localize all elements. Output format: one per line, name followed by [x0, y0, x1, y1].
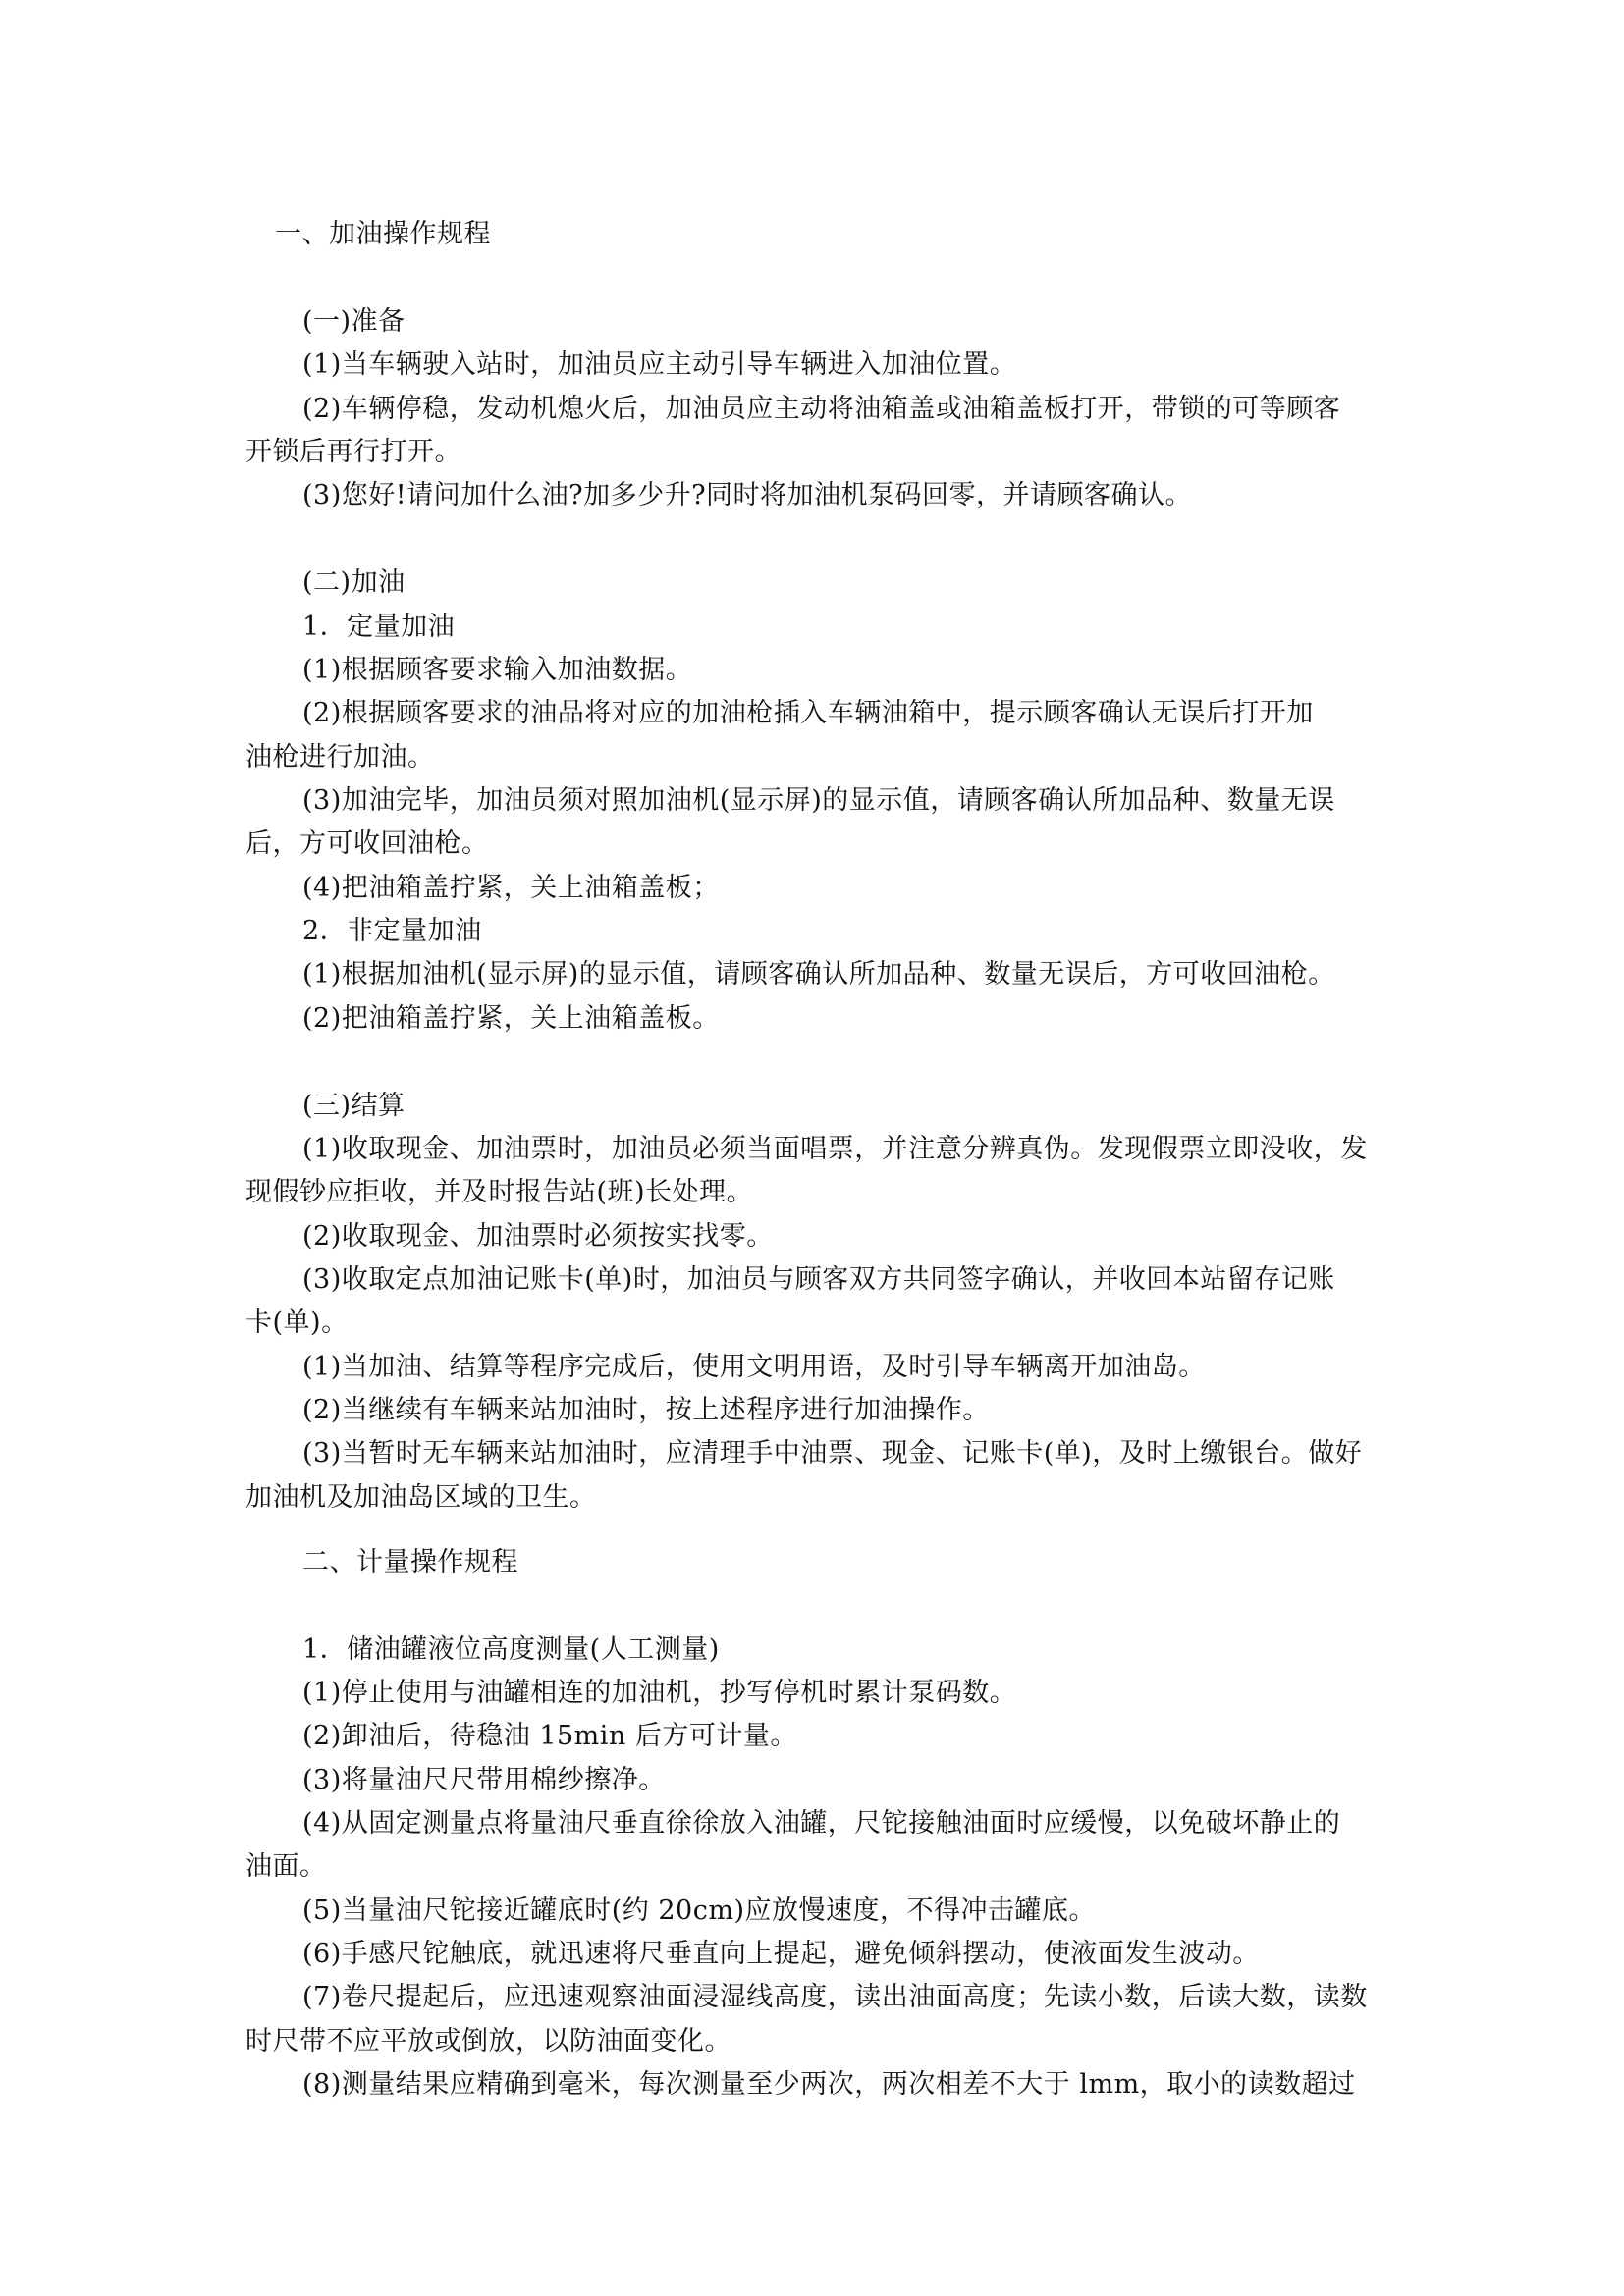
- settlement-paragraph-6-cont: 加油机及加油岛区域的卫生。: [245, 1482, 597, 1513]
- settlement-paragraph-1: (1)收取现金、加油票时，加油员必须当面唱票，并注意分辨真伪。发现假票立即没收，发: [302, 1134, 1368, 1164]
- section2-title: 二、计量操作规程: [302, 1547, 518, 1577]
- fueling-heading: (二)加油: [302, 567, 406, 598]
- measure-paragraph-4-cont: 油面。: [245, 1851, 327, 1882]
- settlement-paragraph-1-cont: 现假钞应拒收，并及时报告站(班)长处理。: [245, 1177, 754, 1207]
- prep-heading: (一)准备: [302, 306, 406, 337]
- fixed-fueling-paragraph-3-cont: 后，方可收回油枪。: [245, 828, 489, 859]
- settlement-paragraph-6: (3)当暂时无车辆来站加油时，应清理手中油票、现金、记账卡(单)，及时上缴银台。做好: [302, 1438, 1363, 1468]
- settlement-paragraph-4: (1)当加油、结算等程序完成后，使用文明用语，及时引导车辆离开加油岛。: [302, 1352, 1206, 1382]
- settlement-paragraph-2: (2)收取现金、加油票时必须按实找零。: [302, 1221, 774, 1252]
- non-fixed-fueling-paragraph-1: (1)根据加油机(显示屏)的显示值，请顾客确认所加品种、数量无误后，方可收回油枪。: [302, 959, 1335, 989]
- non-fixed-fueling-title: 2．非定量加油: [302, 916, 482, 946]
- fixed-fueling-title: 1．定量加油: [302, 612, 456, 642]
- settlement-paragraph-5: (2)当继续有车辆来站加油时，按上述程序进行加油操作。: [302, 1395, 990, 1425]
- measure-paragraph-6: (6)手感尺铊触底，就迅速将尺垂直向上提起，避免倾斜摆动，使液面发生波动。: [302, 1939, 1260, 1969]
- fixed-fueling-paragraph-2-cont: 油枪进行加油。: [245, 742, 435, 773]
- measure-paragraph-5: (5)当量油尺铊接近罐底时(约 20cm)应放慢速度，不得冲击罐底。: [302, 1896, 1096, 1926]
- measure-paragraph-7-cont: 时尺带不应平放或倒放，以防油面变化。: [245, 2026, 731, 2056]
- measure-paragraph-1: (1)停止使用与油罐相连的加油机，抄写停机时累计泵码数。: [302, 1678, 1017, 1708]
- tank-level-title: 1．储油罐液位高度测量(人工测量): [302, 1634, 720, 1665]
- measure-paragraph-4: (4)从固定测量点将量油尺垂直徐徐放入油罐，尺铊接触油面时应缓慢，以免破坏静止的: [302, 1808, 1341, 1839]
- settlement-paragraph-3-cont: 卡(单)。: [245, 1308, 349, 1338]
- measure-paragraph-2: (2)卸油后，待稳油 15min 后方可计量。: [302, 1721, 797, 1751]
- measure-paragraph-7: (7)卷尺提起后，应迅速观察油面浸湿线高度，读出油面高度；先读小数，后读大数，读数: [302, 1982, 1368, 2012]
- fixed-fueling-paragraph-1: (1)根据顾客要求输入加油数据。: [302, 655, 693, 685]
- prep-paragraph-3: (3)您好!请问加什么油?加多少升?同时将加油机泵码回零，并请顾客确认。: [302, 480, 1193, 510]
- settlement-heading: (三)结算: [302, 1091, 406, 1121]
- prep-paragraph-2-cont: 开锁后再行打开。: [245, 437, 461, 467]
- measure-paragraph-3: (3)将量油尺尺带用棉纱擦净。: [302, 1765, 666, 1795]
- fixed-fueling-paragraph-2: (2)根据顾客要求的油品将对应的加油枪插入车辆油箱中，提示顾客确认无误后打开加: [302, 698, 1314, 728]
- fixed-fueling-paragraph-3: (3)加油完毕，加油员须对照加油机(显示屏)的显示值，请顾客确认所加品种、数量无误: [302, 785, 1335, 816]
- fixed-fueling-paragraph-4: (4)把油箱盖拧紧，关上油箱盖板；: [302, 873, 720, 903]
- measure-paragraph-8: (8)测量结果应精确到毫米，每次测量至少两次，两次相差不大于 lmm，取小的读数超过: [302, 2069, 1356, 2100]
- prep-paragraph-2: (2)车辆停稳，发动机熄火后，加油员应主动将油箱盖或油箱盖板打开，带锁的可等顾客: [302, 394, 1341, 424]
- settlement-paragraph-3: (3)收取定点加油记账卡(单)时，加油员与顾客双方共同签字确认，并收回本站留存记账: [302, 1264, 1335, 1295]
- section1-title: 一、加油操作规程: [275, 219, 491, 249]
- non-fixed-fueling-paragraph-2: (2)把油箱盖拧紧，关上油箱盖板。: [302, 1003, 720, 1034]
- prep-paragraph-1: (1)当车辆驶入站时，加油员应主动引导车辆进入加油位置。: [302, 349, 1017, 380]
